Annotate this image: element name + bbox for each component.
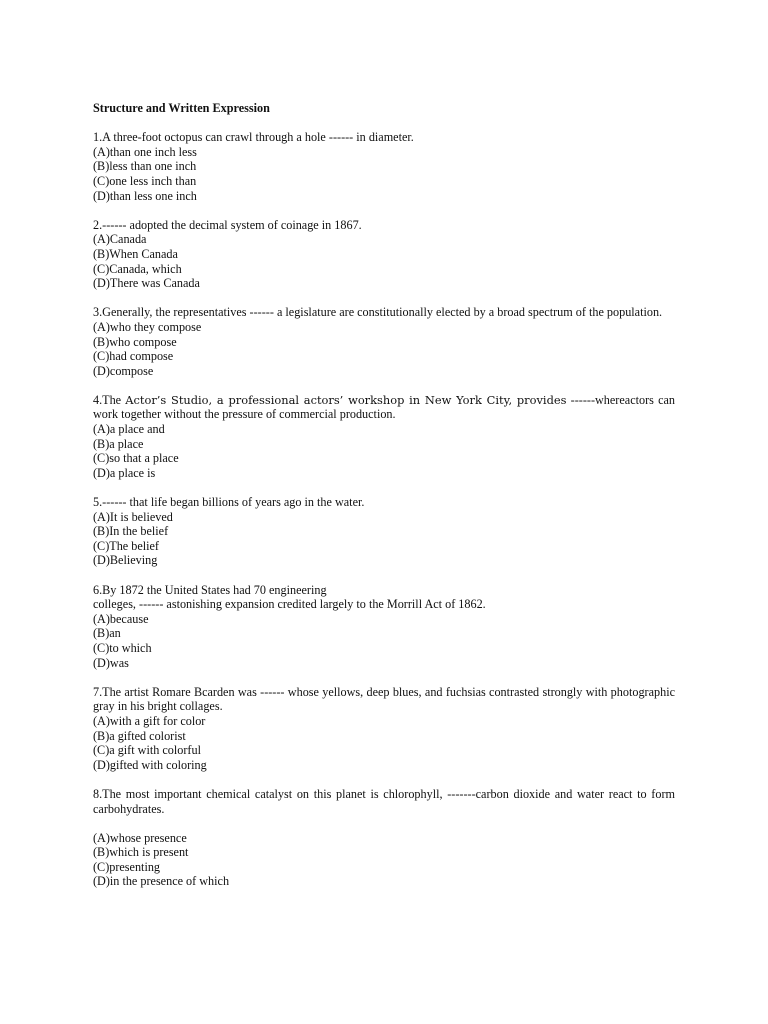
option-d: (D)was: [93, 655, 129, 670]
option-c: (C)presenting: [93, 859, 161, 874]
option-a: (A)with a gift for color: [93, 713, 206, 728]
section-heading: Structure and Written Expression: [93, 101, 270, 115]
option-d: (D)compose: [93, 363, 154, 378]
question-2: [93, 218, 675, 291]
option-c: (C)a gift with colorful: [93, 743, 201, 758]
question-stem: 1.A three-foot octopus can crawl through a hole ------ in diameter.: [93, 130, 414, 145]
option-b: (B)less than one inch: [93, 159, 197, 174]
option-b: (B)an: [93, 626, 121, 641]
option-d: (D)Believing: [93, 553, 158, 568]
question-stem: 2.------ adopted the decimal system of coinage in 1867.: [93, 217, 362, 232]
option-c: (C)had compose: [93, 349, 174, 364]
question-stem: 8.The most important chemical catalyst on this planet is chlorophyll, -------carbon dioxide and water react to form carbohydrates.: [93, 786, 675, 816]
question-stem: [93, 393, 675, 422]
option-a: (A)than one inch less: [93, 144, 197, 159]
document-body: [93, 101, 675, 904]
option-b: (B)a place: [93, 436, 144, 451]
option-c: (C)to which: [93, 640, 152, 655]
option-a: (A)Canada: [93, 232, 147, 247]
option-b: (B)which is present: [93, 845, 189, 860]
option-a: (A)It is believed: [93, 509, 173, 524]
question-3: [93, 305, 675, 378]
option-d: (D)a place is: [93, 465, 156, 480]
question-4: [93, 393, 675, 481]
option-a: (A)whose presence: [93, 830, 187, 845]
question-stem: 7.The artist Romare Bcarden was ------ whose yellows, deep blues, and fuchsias contrasted strongly with photographic gray in his bright collages.: [93, 684, 675, 714]
question-7: [93, 685, 675, 773]
option-d: (D)than less one inch: [93, 188, 197, 203]
stem-prefix: 4.The: [93, 392, 126, 407]
question-8: [93, 787, 675, 889]
option-d: (D)in the presence of which: [93, 874, 230, 889]
stem-line-2: colleges, ------ astonishing expansion credited largely to the Morrill Act of 1862.: [93, 597, 486, 612]
stem-suffix: ------whereactors can work together without the pressure of commercial production.: [93, 392, 675, 422]
blank-line: [93, 816, 675, 831]
option-b: (B)a gifted colorist: [93, 728, 186, 743]
option-d: (D)gifted with coloring: [93, 757, 207, 772]
question-6: [93, 583, 675, 671]
question-5: [93, 495, 675, 568]
question-stem: 5.------ that life began billions of years ago in the water.: [93, 495, 365, 510]
option-b: (B)In the belief: [93, 524, 169, 539]
question-1: [93, 130, 675, 203]
option-a: (A)a place and: [93, 422, 165, 437]
option-b: (B)who compose: [93, 334, 177, 349]
option-a: (A)because: [93, 611, 149, 626]
question-stem: [93, 583, 675, 612]
option-c: (C)one less inch than: [93, 173, 197, 188]
question-stem: 3.Generally, the representatives ------ a legislature are constitutionally elected by a broad spectrum of the population.: [93, 305, 663, 320]
option-b: (B)When Canada: [93, 246, 178, 261]
stem-line-1: 6.By 1872 the United States had 70 engineering: [93, 582, 327, 597]
option-a: (A)who they compose: [93, 319, 202, 334]
option-c: (C)Canada, which: [93, 261, 182, 276]
option-c: (C)so that a place: [93, 451, 179, 466]
option-d: (D)There was Canada: [93, 276, 200, 291]
option-c: (C)The belief: [93, 538, 159, 553]
stem-mixed-font-text: Actor’s Studio, a professional actors’ workshop in New York City, provides: [125, 392, 567, 407]
